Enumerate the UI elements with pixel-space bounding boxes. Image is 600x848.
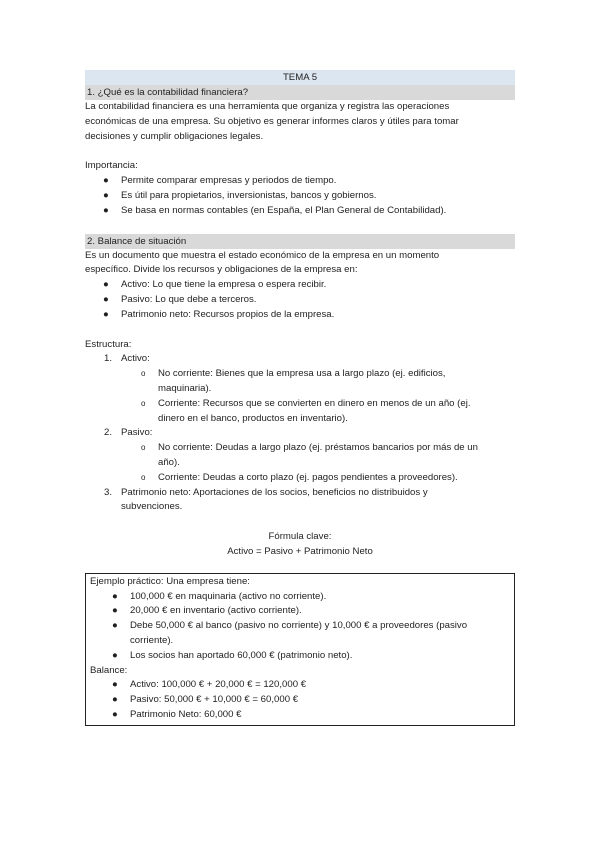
list-item: ● Es útil para propietarios, inversionistas, bancos y gobiernos.: [85, 189, 515, 204]
sub-list-item-cont: maquinaria).: [158, 382, 212, 394]
circle-bullet-icon: o: [141, 443, 146, 453]
bullet-icon: ●: [112, 679, 118, 691]
list-item: ● Los socios han aportado 60,000 € (patrimonio neto).: [90, 649, 510, 664]
list-item: ● Se basa en normas contables (en España, el Plan General de Contabilidad).: [85, 204, 515, 219]
list-item: ● Debe 50,000 € al banco (pasivo no corriente) y 10,000 € a proveedores (pasivo: [90, 619, 510, 634]
list-item: ● Pasivo: Lo que debe a terceros.: [85, 293, 515, 308]
list-item: ● Pasivo: 50,000 € + 10,000 € = 60,000 €: [90, 693, 510, 708]
bullet-icon: ●: [103, 293, 109, 305]
importancia-label: Importancia:: [85, 160, 138, 172]
section-1-body-line: decisiones y cumplir obligaciones legales.: [85, 130, 264, 142]
bullet-icon: ●: [103, 189, 109, 201]
example-box: [85, 573, 515, 726]
section-2-body-line: Es un documento que muestra el estado económico de la empresa en un momento: [85, 249, 440, 261]
list-item-cont: subvenciones.: [121, 501, 183, 513]
sub-list-item: o No corriente: Deudas a largo plazo (ej. préstamos bancarios por más de un: [85, 441, 515, 456]
list-item: ● 100,000 € en maquinaria (activo no corriente).: [90, 590, 510, 605]
sub-list-item-cont: año).: [158, 456, 180, 468]
bullet-icon: ●: [112, 694, 118, 706]
importancia-list: [85, 174, 515, 218]
estructura-list: [85, 352, 515, 515]
list-item: 2. Pasivo:: [104, 427, 153, 439]
sub-list-item: o Corriente: Recursos que se convierten en dinero en menos de un año (ej.: [85, 397, 515, 412]
bullet-icon: ●: [103, 204, 109, 216]
list-item: ● Activo: Lo que tiene la empresa o espera recibir.: [85, 278, 515, 293]
section-1-body-line: La contabilidad financiera es una herramienta que organiza y registra las operaciones: [85, 101, 450, 112]
balance-label: Balance:: [90, 664, 128, 676]
list-item: ● Activo: 100,000 € + 20,000 € = 120,000 €: [90, 678, 510, 693]
formula-label: Fórmula clave:: [268, 531, 332, 543]
bullet-icon: ●: [103, 279, 109, 291]
document-page: [85, 70, 515, 726]
list-item: ● Patrimonio neto: Recursos propios de la empresa.: [85, 308, 515, 323]
section-2-heading: 2. Balance de situación: [85, 234, 515, 249]
bullet-icon: ●: [103, 175, 109, 187]
section-1-heading: 1. ¿Qué es la contabilidad financiera?: [85, 85, 515, 100]
bullet-icon: ●: [112, 605, 118, 617]
sub-list-item: o Corriente: Deudas a corto plazo (ej. pagos pendientes a proveedores).: [85, 471, 515, 486]
balance-list: [90, 678, 510, 722]
bullet-icon: ●: [103, 308, 109, 320]
balance-components-list: [85, 278, 515, 322]
sub-list-item-cont: dinero en el banco, productos en inventario).: [158, 412, 348, 424]
list-item: ● Patrimonio Neto: 60,000 €: [90, 708, 510, 723]
list-item: 1. Activo:: [104, 353, 150, 365]
sub-list-item: o No corriente: Bienes que la empresa usa a largo plazo (ej. edificios,: [85, 367, 515, 382]
estructura-label: Estructura:: [85, 338, 132, 350]
list-item: ● Permite comparar empresas y periodos de tiempo.: [85, 174, 515, 189]
list-item: 3. Patrimonio neto: Aportaciones de los socios, beneficios no distribuidos y: [104, 486, 428, 498]
example-list: [90, 590, 510, 664]
page-title: TEMA 5: [85, 70, 515, 85]
bullet-icon: ●: [112, 649, 118, 661]
list-item-cont: corriente).: [130, 634, 174, 646]
circle-bullet-icon: o: [141, 369, 146, 379]
circle-bullet-icon: o: [141, 398, 146, 408]
section-2-body-line: específico. Divide los recursos y obligaciones de la empresa en:: [85, 264, 358, 276]
section-1-body-line: económicas de una empresa. Su objetivo es generar informes claros y útiles para tomar: [85, 115, 459, 127]
list-item: ● 20,000 € en inventario (activo corriente).: [90, 604, 510, 619]
example-intro: Ejemplo práctico: Una empresa tiene:: [90, 575, 250, 587]
bullet-icon: ●: [112, 620, 118, 632]
circle-bullet-icon: o: [141, 472, 146, 482]
bullet-icon: ●: [112, 708, 118, 720]
formula: Activo = Pasivo + Patrimonio Neto: [227, 545, 373, 557]
bullet-icon: ●: [112, 590, 118, 602]
